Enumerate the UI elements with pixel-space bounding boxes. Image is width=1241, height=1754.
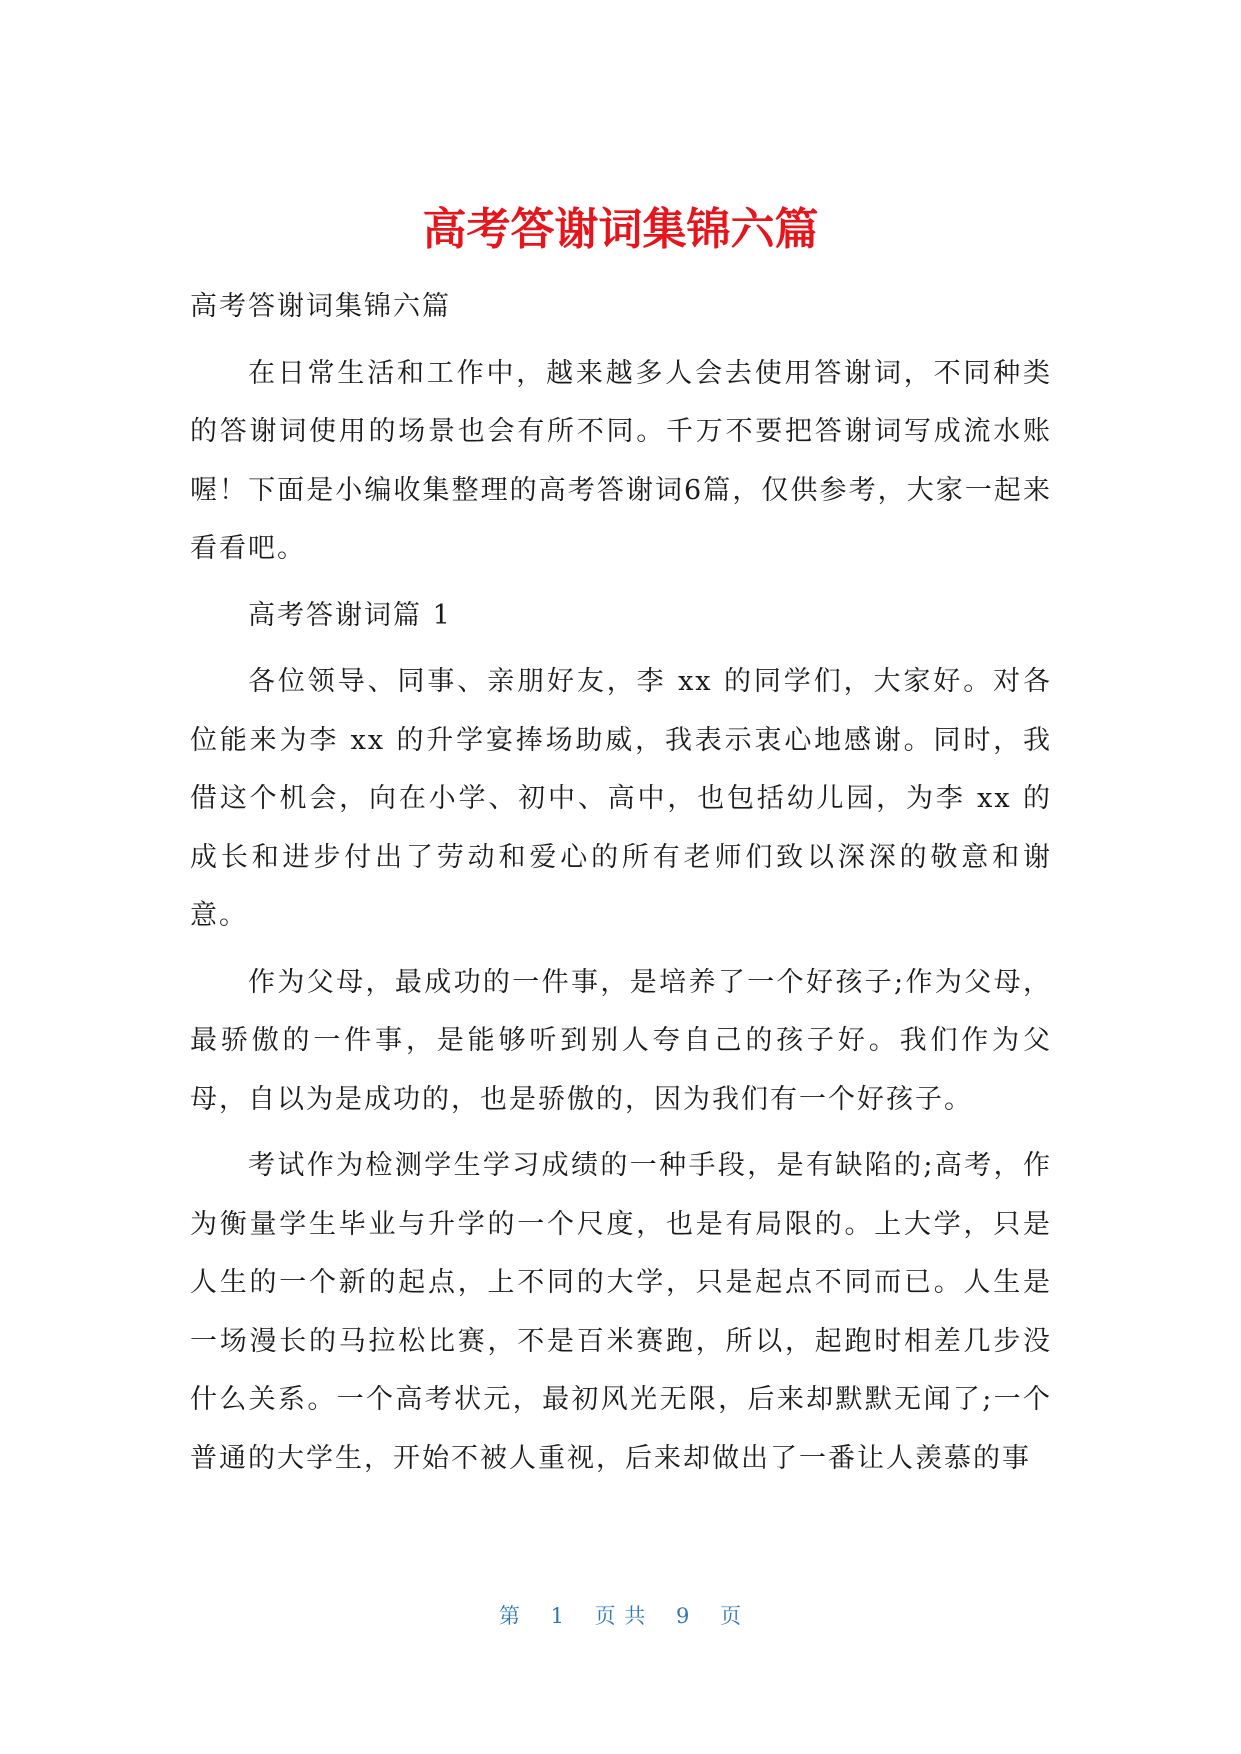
document-title: 高考答谢词集锦六篇	[422, 204, 819, 255]
section-heading: 高考答谢词篇 1	[248, 599, 452, 631]
body-paragraph: 各位领导、同事、亲朋好友，李 xx 的同学们，大家好。对各位能来为李 xx 的升学宴捧场助威，我表示衷心地感谢。同时，我借这个机会，向在小学、初中、高中，也包括幼儿园，为李 xx 的成长和进步付出了劳动和爱心的所有老师们致以深深的敬意和谢意。	[190, 666, 1052, 931]
page-footer	[0, 1600, 1241, 1630]
intro-paragraph: 在日常生活和工作中，越来越多人会去使用答谢词，不同种类的答谢词使用的场景也会有所不同。千万不要把答谢词写成流水账喔！下面是小编收集整理的高考答谢词6篇，仅供参考，大家一起来看看吧。	[190, 357, 1052, 564]
document-subtitle: 高考答谢词集锦六篇	[190, 291, 451, 322]
footer-middle: 页 共	[594, 1604, 647, 1628]
footer-prefix: 第	[498, 1604, 521, 1628]
footer-total-pages: 9	[676, 1604, 691, 1628]
footer-suffix: 页	[720, 1604, 743, 1628]
body-paragraph: 作为父母，最成功的一件事，是培养了一个好孩子;作为父母，最骄傲的一件事，是能够听到别人夸自己的孩子好。我们作为父母，自以为是成功的，也是骄傲的，因为我们有一个好孩子。	[190, 966, 1052, 1115]
footer-page-number: 1	[550, 1604, 565, 1628]
document-body	[190, 278, 1052, 1488]
body-paragraph: 考试作为检测学生学习成绩的一种手段，是有缺陷的;高考，作为衡量学生毕业与升学的一个尺度，也是有局限的。上大学，只是人生的一个新的起点，上不同的大学，只是起点不同而已。人生是一场漫长的马拉松比赛，不是百米赛跑，所以，起跑时相差几步没什么关系。一个高考状元，最初风光无限，后来却默默无闻了;一个普通的大学生，开始不被人重视，后来却做出了一番让人羡慕的事	[190, 1150, 1052, 1474]
